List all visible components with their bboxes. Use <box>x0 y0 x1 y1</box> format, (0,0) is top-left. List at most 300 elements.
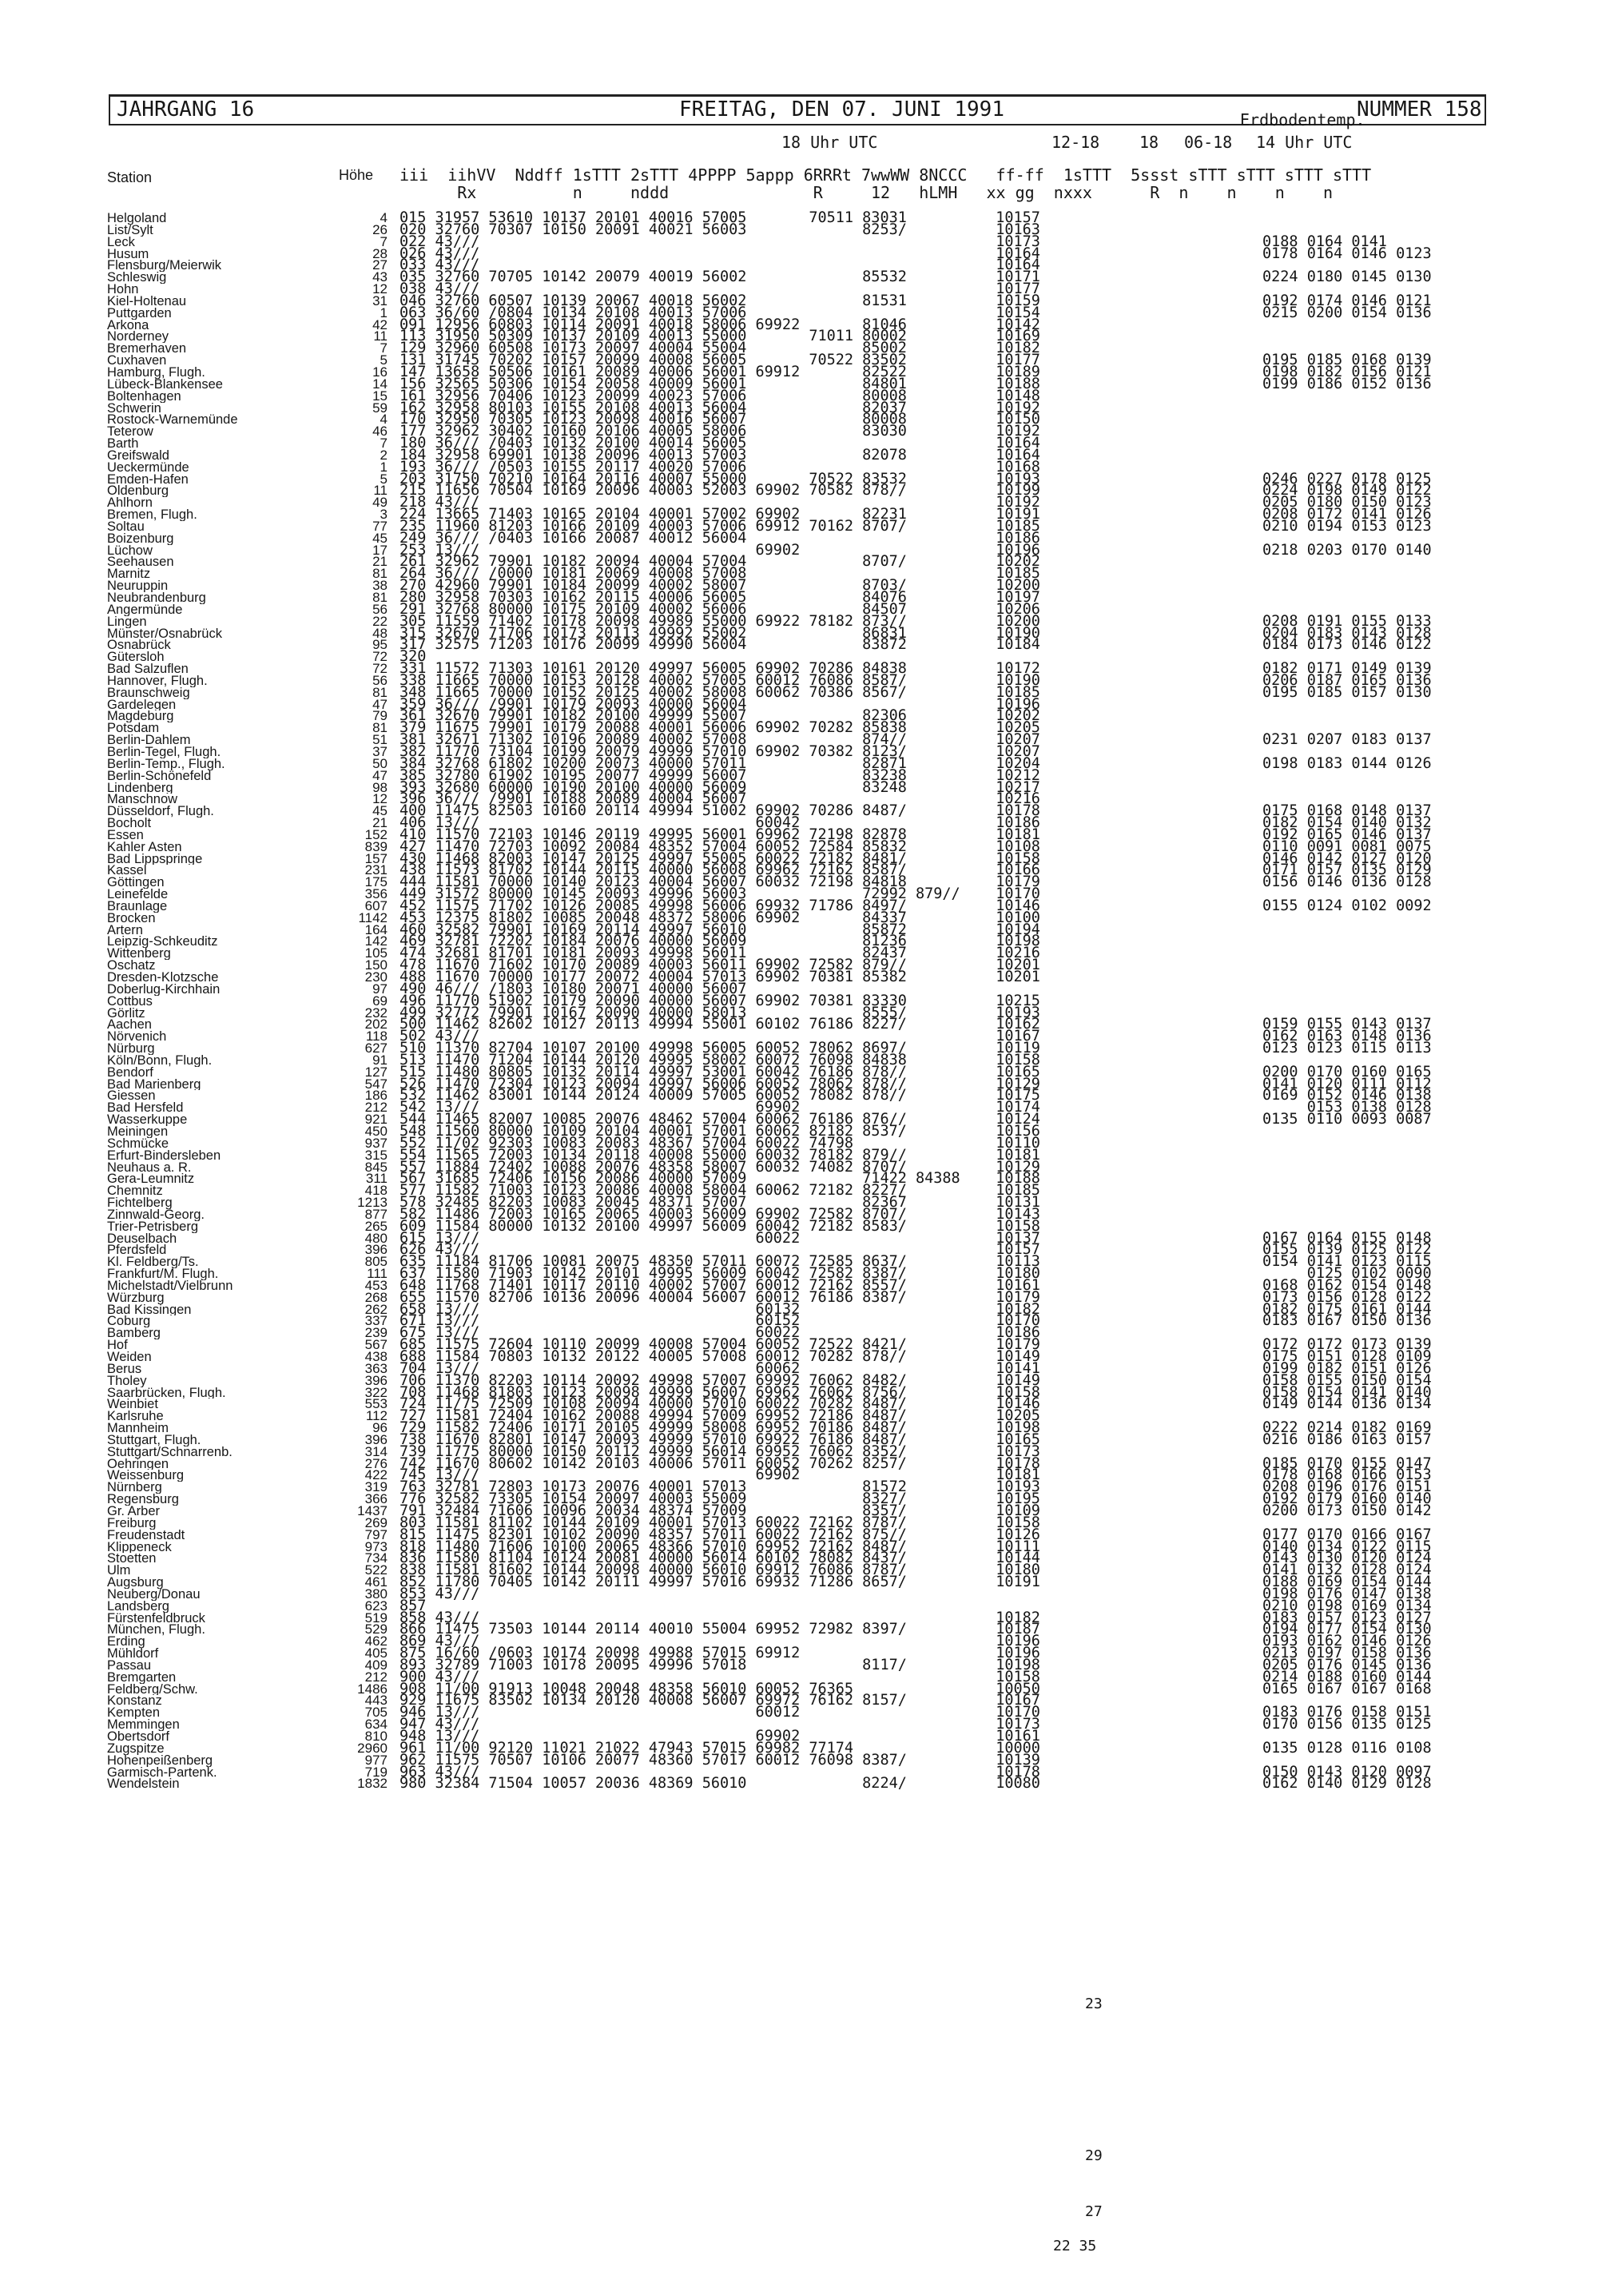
issue-number: NUMMER 158 <box>1357 97 1482 121</box>
station-height: 186 <box>364 1088 388 1104</box>
station-height: 12 <box>372 281 388 297</box>
soil-temp-row: 0135 0128 0116 0108 <box>1262 1739 1432 1757</box>
station-height: 634 <box>364 1717 388 1733</box>
station-name: Meiningen <box>107 1125 169 1138</box>
station-name: Flensburg/Meierwik <box>107 260 222 273</box>
data-row: 962 11575 70507 10106 20077 48360 57017 60012 76098 8387/ 10139 <box>400 1751 1040 1769</box>
soil-temp-row: 0167 0164 0155 0148 <box>1262 1229 1432 1247</box>
data-row: 557 11884 72402 10088 20076 48358 58007 60032 74082 8707/ 10129 <box>400 1158 1040 1176</box>
station-name: Teterow <box>107 426 153 439</box>
station-height: 51 <box>372 732 388 748</box>
station-name: Kiel-Holtenau <box>107 295 187 308</box>
data-row: 215 11656 70504 10169 20096 40003 52003 69902 70582 878// 10199 <box>400 482 1040 499</box>
station-name: Schleswig <box>107 272 167 285</box>
station-name: Lübeck-Blankensee <box>107 378 223 391</box>
station-height: 79 <box>372 708 388 724</box>
station-height: 453 <box>364 1277 388 1293</box>
station-name: Gr. Arber <box>107 1505 161 1518</box>
station-name: Feldberg/Schw. <box>107 1683 198 1696</box>
station-height: 3 <box>380 507 388 523</box>
soil-temp-row <box>1262 1126 1502 1138</box>
station-height: 422 <box>364 1467 388 1483</box>
station-name: Leck <box>107 236 135 249</box>
soil-temp-row <box>1262 1173 1502 1185</box>
station-height: 627 <box>364 1041 388 1056</box>
data-row: 218 43/// 10192 <box>400 494 1040 511</box>
column-codes-line1: iii iihVV Nddff 1sTTT 2sTTT 4PPPP 5appp 6RRRt 7wwWW 8NCCC ff-ff 1sTTT 5ssst sTTT sTTT sTTT sTTT <box>400 165 1372 185</box>
data-row: 261 32962 79901 10182 20094 40004 57004 8707/ 10202 <box>400 553 1040 571</box>
data-row: 177 32962 30402 10160 20106 40005 58006 83030 10192 <box>400 423 1040 440</box>
station-height: 212 <box>364 1100 388 1116</box>
soil-temp-row: 0182 0175 0161 0144 <box>1262 1300 1432 1318</box>
soil-temp-row: 0216 0186 0163 0157 <box>1262 1431 1432 1448</box>
station-height: 28 <box>372 245 388 261</box>
station-height: 4 <box>380 210 388 225</box>
station-name: Soltau <box>107 520 145 533</box>
station-name: Stoetten <box>107 1553 157 1566</box>
soil-temp-row: 0169 0152 0146 0138 <box>1262 1087 1432 1104</box>
data-row: 776 32582 73305 10154 20097 40003 55009 8327/ 10195 <box>400 1490 1040 1508</box>
soil-temp-row <box>1262 592 1502 604</box>
soil-temp-row: 0246 0227 0178 0125 <box>1262 470 1432 487</box>
station-name: Wendelstein <box>107 1778 180 1791</box>
station-height: 11 <box>373 483 388 499</box>
soil-temp-row: 0204 0183 0143 0128 <box>1262 624 1432 642</box>
station-height: 111 <box>367 1266 388 1282</box>
station-height: 443 <box>364 1693 388 1709</box>
station-name: Gardelegen <box>107 698 177 711</box>
soil-temp-row <box>1262 1162 1502 1174</box>
data-row: 738 11670 82801 10147 20093 49999 57010 69922 76186 8487/ 10165 <box>400 1431 1040 1448</box>
station-height: 363 <box>364 1360 388 1376</box>
data-row: 478 11670 71602 10170 20089 40003 56011 69902 72582 879// 10201 <box>400 957 1040 974</box>
data-row: 452 11575 71702 10126 20085 49998 56006 69932 71786 8497/ 10146 <box>400 897 1040 914</box>
station-list <box>107 213 339 1790</box>
data-row: 704 13/// 60062 10141 <box>400 1359 1040 1377</box>
station-height: 175 <box>364 874 388 890</box>
station-height: 973 <box>364 1538 388 1554</box>
station-name: Potsdam <box>107 722 160 735</box>
soil-temp-row: 0141 0120 0111 0112 <box>1262 1075 1432 1092</box>
station-height: 91 <box>372 1052 388 1068</box>
station-name: Essen <box>107 829 144 842</box>
station-height: 553 <box>364 1396 388 1412</box>
soil-temp-row: 0175 0151 0128 0109 <box>1262 1348 1432 1365</box>
data-row: 026 43/// 10164 <box>400 245 1040 262</box>
data-row: 361 32670 79901 10182 20100 49999 55007 82306 10202 <box>400 707 1040 725</box>
station-height: 845 <box>364 1159 388 1175</box>
data-row: 900 43/// 10158 <box>400 1668 1040 1685</box>
side-number-29: 29 <box>1085 2147 1103 2164</box>
station-height: 46 <box>372 424 388 440</box>
station-height: 11 <box>373 328 388 344</box>
soil-temp-row <box>1262 1790 1502 1802</box>
uhr-18: 18 Uhr UTC <box>781 133 878 152</box>
soil-temp-row: 0195 0185 0168 0139 <box>1262 352 1432 369</box>
station-height: 12 <box>372 791 388 807</box>
data-row: 381 32671 71302 10196 20089 40002 57008 874// 10207 <box>400 731 1040 749</box>
data-row: 708 11468 81803 10123 20098 49999 56007 69962 76062 8756/ 10158 <box>400 1383 1040 1401</box>
data-row: 038 43/// 10177 <box>400 281 1040 298</box>
station-name: Greifswald <box>107 449 169 462</box>
data-row: 554 11565 72003 10134 20118 40008 55000 60032 78182 879// 10181 <box>400 1146 1040 1164</box>
data-row: 671 13/// 60152 10170 <box>400 1312 1040 1330</box>
station-name: Kempten <box>107 1707 161 1720</box>
station-name: Hohn <box>107 284 139 296</box>
soil-temp-row: 0192 0165 0146 0137 <box>1262 826 1432 843</box>
data-row: 291 32768 80000 10175 20109 40002 56006 84507 10206 <box>400 600 1040 618</box>
station-name: Bad Kissingen <box>107 1303 192 1316</box>
data-row: 180 36/// /0403 10132 20100 40014 56005 10164 <box>400 435 1040 452</box>
soil-temp-row: 0198 0176 0147 0138 <box>1262 1585 1432 1602</box>
station-name: Neuberg/Donau <box>107 1588 201 1601</box>
station-name: München, Flugh. <box>107 1624 205 1637</box>
station-name: Passau <box>107 1659 152 1672</box>
column-codes-line2: Rx n nddd R 12 hLMH xx gg nxxx R n n n n <box>400 183 1333 202</box>
station-height: 314 <box>364 1443 388 1459</box>
station-height: 22 <box>372 613 388 629</box>
station-name: Emden-Hafen <box>107 473 189 486</box>
station-name: Lüchow <box>107 544 153 557</box>
data-row: 948 13/// 69902 10161 <box>400 1728 1040 1745</box>
station-height: 337 <box>364 1313 388 1329</box>
station-name: Stuttgart/Schnarrenb. <box>107 1446 233 1458</box>
station-height: 522 <box>364 1562 388 1578</box>
soil-temp-row: 0141 0132 0128 0124 <box>1262 1562 1432 1579</box>
soil-temp-row: 0158 0155 0150 0154 <box>1262 1371 1432 1389</box>
soil-temp-row: 0178 0164 0146 0123 <box>1262 245 1432 262</box>
soil-temp-row: 0162 0140 0129 0128 <box>1262 1775 1432 1793</box>
soil-temp-row: 0200 0173 0150 0142 <box>1262 1502 1432 1519</box>
station-height: 14 <box>372 376 388 392</box>
soil-temp-row: 0125 0102 0090 <box>1262 1265 1432 1283</box>
station-name: Leinefelde <box>107 889 169 901</box>
station-name: Oehringen <box>107 1458 169 1470</box>
station-name: Stuttgart, Flugh. <box>107 1434 201 1446</box>
station-height: 43 <box>372 269 388 285</box>
data-row: 469 32781 72202 10184 20076 40000 56009 81236 10198 <box>400 933 1040 950</box>
data-row: 393 32680 60000 10190 20100 40000 56009 83248 10217 <box>400 778 1040 796</box>
data-row: 815 11475 82301 10102 20090 48357 57011 60022 72162 875// 10126 <box>400 1526 1040 1543</box>
station-name: Boizenburg <box>107 532 174 545</box>
station-name: Braunschweig <box>107 686 190 699</box>
station-name: Artern <box>107 924 143 937</box>
soil-temp-row: 0158 0154 0141 0140 <box>1262 1383 1432 1401</box>
station-height: 450 <box>364 1123 388 1139</box>
soil-temp-row: 0198 0183 0144 0126 <box>1262 754 1432 772</box>
station-height: 2 <box>380 447 388 463</box>
soil-temp-row: 0184 0173 0146 0122 <box>1262 636 1432 654</box>
data-row: 224 13665 71403 10165 20104 40001 57002 69902 82231 10191 <box>400 506 1040 523</box>
soil-temp-row: 0231 0207 0183 0137 <box>1262 731 1432 749</box>
station-height: 231 <box>364 862 388 878</box>
station-name: Cuxhaven <box>107 355 167 367</box>
range-12-18: 12-18 <box>1051 133 1100 152</box>
station-name: Schmücke <box>107 1137 169 1150</box>
station-name: Frankfurt/M. Flugh. <box>107 1268 219 1280</box>
soil-temp-row: 0215 0200 0154 0136 <box>1262 304 1432 321</box>
station-height: 81 <box>372 566 388 582</box>
station-name: Bad Lippspringe <box>107 853 203 865</box>
soil-temp-row: 0156 0146 0136 0128 <box>1262 873 1432 891</box>
station-height: 31 <box>372 292 388 308</box>
data-row: 655 11570 82706 10136 20096 40004 56007 60012 76186 8387/ 10179 <box>400 1288 1040 1306</box>
station-name: Erfurt-Bindersleben <box>107 1149 221 1162</box>
date-title: FREITAG, DEN 07. JUNI 1991 <box>679 97 1004 121</box>
data-row: 270 42960 79901 10184 20099 40002 58007 8703/ 10200 <box>400 577 1040 595</box>
data-row: 526 11470 72304 10123 20094 49997 56006 60052 78062 878// 10129 <box>400 1075 1040 1092</box>
station-height: 7 <box>380 436 388 452</box>
data-row: 020 32760 70307 10150 20091 40021 56003 8253/ 10163 <box>400 221 1040 238</box>
station-height: 734 <box>364 1550 388 1566</box>
station-height: 438 <box>364 1349 388 1364</box>
soil-temp-row: 0224 0180 0145 0130 <box>1262 269 1432 286</box>
station-name: Klippeneck <box>107 1541 172 1554</box>
station-height: 805 <box>364 1254 388 1270</box>
data-row: 203 31750 70210 10164 20116 40007 55000 70522 83532 10193 <box>400 470 1040 487</box>
data-row: 836 11580 81104 10124 20081 40000 56014 60102 78082 8437/ 10144 <box>400 1550 1040 1567</box>
soil-temp-row: 0177 0170 0166 0167 <box>1262 1526 1432 1543</box>
soil-temp-row: 0149 0144 0136 0134 <box>1262 1395 1432 1413</box>
station-name: Berlin-Schönefeld <box>107 770 212 782</box>
soil-temp-row: 0172 0172 0173 0139 <box>1262 1336 1432 1354</box>
data-row: 396 36/// /9901 10188 20089 40004 56007 10216 <box>400 790 1040 808</box>
station-name: Wittenberg <box>107 948 171 961</box>
soil-temp-row: 0198 0182 0156 0121 <box>1262 363 1432 380</box>
data-row: 963 43/// 10178 <box>400 1763 1040 1781</box>
station-height: 48 <box>372 625 388 641</box>
station-name: Bremen, Flugh. <box>107 509 197 521</box>
station-name: Husum <box>107 248 149 261</box>
data-row: 460 32582 79901 10169 20114 49997 56010 85872 10194 <box>400 921 1040 938</box>
station-height: 311 <box>365 1171 388 1187</box>
station-name: Seehausen <box>107 556 174 569</box>
station-name: Cottbus <box>107 995 153 1008</box>
soil-temp-row: 0205 0176 0145 0136 <box>1262 1656 1432 1673</box>
data-row: 818 11480 71606 10100 20065 48366 57010 69952 72162 8487/ 10111 <box>400 1538 1040 1555</box>
soil-temp-row: 0194 0177 0154 0130 <box>1262 1621 1432 1638</box>
data-row: 729 11582 72406 10171 20105 49999 58008 69952 70186 8487/ 10198 <box>400 1419 1040 1437</box>
station-height: 1 <box>380 304 388 320</box>
station-height: 705 <box>364 1705 388 1721</box>
data-row: 582 11486 72003 10165 20065 40003 56009 69902 72582 8707/ 10143 <box>400 1205 1040 1223</box>
station-height: 47 <box>372 767 388 783</box>
station-name: Magdeburg <box>107 710 174 723</box>
station-height: 268 <box>364 1289 388 1305</box>
data-row: 763 32781 72803 10173 20076 40001 57013 81572 10193 <box>400 1478 1040 1496</box>
data-row: 685 11575 72604 10110 20099 40008 57004 60052 72522 8421/ 10179 <box>400 1336 1040 1354</box>
station-name: Berlin-Dahlem <box>107 734 191 746</box>
station-name: Augsburg <box>107 1577 164 1589</box>
data-row: 875 16/60 /0603 10174 20098 49988 57015 69912 10196 <box>400 1645 1040 1662</box>
data-row: 496 11770 51902 10179 20090 40000 56007 69902 70381 83330 10215 <box>400 992 1040 1009</box>
station-height: 232 <box>364 1005 388 1021</box>
data-row: 961 11/00 92120 11021 21022 47943 57015 69982 77174 10000 <box>400 1739 1040 1757</box>
station-height: 396 <box>364 1372 388 1388</box>
soil-temp-row <box>1262 948 1502 960</box>
station-name: Doberlug-Kirchhain <box>107 983 221 996</box>
station-height: 396 <box>364 1431 388 1447</box>
station-name: Münster/Osnabrück <box>107 627 222 640</box>
station-name: Weiden <box>107 1351 152 1363</box>
station-height: 21 <box>372 554 388 570</box>
station-height: 839 <box>364 838 388 854</box>
data-row: 742 11670 80602 10142 20103 40006 57011 60052 70262 8257/ 10178 <box>400 1454 1040 1472</box>
station-height: 81 <box>372 684 388 700</box>
station-name: Göttingen <box>107 877 165 889</box>
data-row: 947 43/// 10173 <box>400 1716 1040 1733</box>
data-row: 857 <box>400 1597 427 1614</box>
station-height: 547 <box>364 1076 388 1092</box>
station-height: 37 <box>372 743 388 759</box>
data-row: 235 11960 81203 10166 20109 40003 57006 69912 70162 8707/ 10185 <box>400 517 1040 535</box>
data-row: 852 11780 70405 10142 20111 49997 57016 69932 71286 8657/ 10191 <box>400 1574 1040 1591</box>
data-row: 400 11475 82503 10160 20114 49994 51002 69902 70286 8487/ 10178 <box>400 802 1040 820</box>
station-height: 921 <box>364 1112 388 1128</box>
station-height: 5 <box>380 352 388 368</box>
station-height: 461 <box>364 1574 388 1590</box>
station-name: Norderney <box>107 331 169 344</box>
data-row: 866 11475 73503 10144 20114 40010 55004 69952 72982 8397/ 10187 <box>400 1621 1040 1638</box>
station-name: Konstanz <box>107 1695 162 1708</box>
station-name: List/Sylt <box>107 224 153 237</box>
soil-temp-row <box>1262 1150 1502 1162</box>
soil-temp-row <box>1262 710 1502 722</box>
station-name: Erding <box>107 1636 145 1649</box>
soil-temp-row: 0183 0157 0123 0127 <box>1262 1609 1432 1626</box>
data-row: 727 11581 72404 10162 20088 49994 57009 69952 72186 8487/ 10205 <box>400 1407 1040 1425</box>
soil-temp-row <box>1262 568 1502 580</box>
soil-temp-row: 0135 0110 0093 0087 <box>1262 1111 1432 1128</box>
station-name: Deuselbach <box>107 1232 177 1245</box>
soil-temp-row: 0208 0196 0176 0151 <box>1262 1478 1432 1496</box>
data-row: 980 32384 71504 10057 20036 48369 56010 8224/ 10080 <box>400 1775 1040 1793</box>
station-name: Würzburg <box>107 1291 165 1304</box>
data-row: 658 13/// 60132 10182 <box>400 1300 1040 1318</box>
data-row: 162 32958 80103 10155 20108 40013 56004 82037 10192 <box>400 399 1040 416</box>
soil-temp-row <box>1262 972 1502 984</box>
station-height: 69 <box>372 993 388 1009</box>
station-height: 77 <box>372 518 388 534</box>
station-height: 607 <box>364 897 388 913</box>
data-row: 091 12956 60803 10114 20091 40018 58006 69922 81046 10142 <box>400 316 1040 333</box>
station-height: 202 <box>364 1017 388 1033</box>
data-row: 022 43/// 10173 <box>400 233 1040 250</box>
soil-temp-row: 0213 0197 0158 0136 <box>1262 1645 1432 1662</box>
soil-temp-row: 0168 0162 0154 0148 <box>1262 1276 1432 1294</box>
station-height: 519 <box>364 1610 388 1626</box>
soil-temp-row: 0146 0142 0127 0120 <box>1262 850 1432 867</box>
station-height: 262 <box>364 1301 388 1317</box>
data-row: 427 11470 72703 10092 20084 48352 57004 60052 72584 85832 10108 <box>400 838 1040 855</box>
hoehe-list <box>324 210 388 1792</box>
data-row: 510 11370 82704 10107 20100 49998 56005 60052 78062 8697/ 10119 <box>400 1040 1040 1057</box>
station-name: Bad Marienberg <box>107 1078 201 1091</box>
station-height: 7 <box>380 340 388 356</box>
station-name: Boltenhagen <box>107 390 181 403</box>
soil-temp-row: 0123 0123 0115 0113 <box>1262 1040 1432 1057</box>
station-name: Wasserkuppe <box>107 1114 188 1126</box>
station-height: 366 <box>364 1491 388 1507</box>
station-name: Gütersloh <box>107 651 165 664</box>
station-height: 937 <box>364 1135 388 1151</box>
station-height: 5 <box>380 471 388 487</box>
station-height: 322 <box>364 1384 388 1400</box>
data-row: 567 31685 72406 10156 20086 40000 57009 71422 84388 10188 <box>400 1170 1040 1188</box>
station-name: Helgoland <box>107 213 167 225</box>
soil-temp-row: 0192 0174 0146 0121 <box>1262 292 1432 309</box>
data-row: 184 32958 69901 10138 20096 40013 57003 82078 10164 <box>400 446 1040 464</box>
soil-temp-row <box>1262 699 1502 711</box>
station-height: 81 <box>372 720 388 736</box>
jahrgang: JAHRGANG 16 <box>117 97 255 121</box>
station-height: 1213 <box>357 1195 388 1211</box>
station-name: Mühldorf <box>107 1648 159 1660</box>
soil-temp-row: 0155 0139 0125 0122 <box>1262 1241 1432 1259</box>
station-height: 319 <box>364 1479 388 1495</box>
soil-temp-row: 0155 0124 0102 0092 <box>1262 897 1432 914</box>
data-row: 338 11665 70000 10153 20128 40002 57005 60012 76086 8587/ 10190 <box>400 671 1040 689</box>
soil-temp-row: 0182 0171 0149 0139 <box>1262 660 1432 678</box>
station-height: 47 <box>372 696 388 712</box>
data-row: 544 11465 82007 10085 20076 48462 57004 60062 76186 876// 10124 <box>400 1111 1040 1128</box>
soil-temp-row <box>1262 1197 1502 1209</box>
data-row: 317 32575 71203 10176 20099 49990 56004 83872 10184 <box>400 636 1040 654</box>
station-name: Nürburg <box>107 1043 155 1055</box>
station-name: Brocken <box>107 912 156 925</box>
hoehe-header: Höhe <box>339 167 374 183</box>
station-height: 15 <box>372 388 388 404</box>
station-height: 265 <box>364 1218 388 1234</box>
data-row: 577 11582 71003 10123 20086 40008 58004 60062 72182 8227/ 10185 <box>400 1182 1040 1200</box>
station-height: 112 <box>365 1408 388 1424</box>
soil-temp-row <box>1262 782 1502 794</box>
soil-temp-row: 0165 0167 0167 0168 <box>1262 1680 1432 1697</box>
soil-temp-row <box>1262 984 1502 996</box>
station-height: 4 <box>380 412 388 428</box>
soil-temp-row: 0182 0154 0140 0132 <box>1262 814 1432 832</box>
soil-temp-row: 0183 0167 0150 0136 <box>1262 1312 1432 1330</box>
soil-temp-row: 0171 0157 0135 0129 <box>1262 861 1432 879</box>
station-name: Neubrandenburg <box>107 592 206 604</box>
station-name: Berus <box>107 1363 142 1375</box>
station-height: 567 <box>364 1337 388 1353</box>
soil-temp-row: 0154 0141 0123 0115 <box>1262 1253 1432 1271</box>
data-row: 170 32950 70305 10123 20098 40016 56007 80008 10150 <box>400 411 1040 428</box>
data-row: 444 11581 70000 10140 20123 40004 56007 60032 72198 84818 10179 <box>400 873 1040 891</box>
data-row: 406 13/// 60042 10186 <box>400 814 1040 832</box>
soil-temp-row: 0205 0180 0150 0123 <box>1262 494 1432 511</box>
data-row: 858 43/// 10182 <box>400 1609 1040 1626</box>
soil-temp-row: 0162 0163 0148 0136 <box>1262 1028 1432 1045</box>
station-height: 96 <box>372 1420 388 1436</box>
station-height: 56 <box>372 672 388 688</box>
soil-temp-row <box>1262 1138 1502 1150</box>
data-row: 615 13/// 60022 10137 <box>400 1229 1040 1247</box>
station-height: 418 <box>364 1183 388 1199</box>
data-row: 542 13/// 69902 10174 <box>400 1099 1040 1116</box>
soil-temp-row <box>1262 331 1502 343</box>
soil-temp-row <box>1262 925 1502 937</box>
soil-temp-row: 0150 0143 0120 0097 <box>1262 1763 1432 1781</box>
station-height: 1832 <box>357 1776 388 1792</box>
soil-temp-row <box>1262 1185 1502 1197</box>
station-name: Puttgarden <box>107 307 172 320</box>
data-row: 688 11584 70803 10132 20122 40005 57008 60012 70282 878// 10149 <box>400 1348 1040 1365</box>
side-number-23: 23 <box>1085 1996 1103 2012</box>
station-height: 127 <box>364 1064 388 1080</box>
station-height: 49 <box>372 495 388 511</box>
